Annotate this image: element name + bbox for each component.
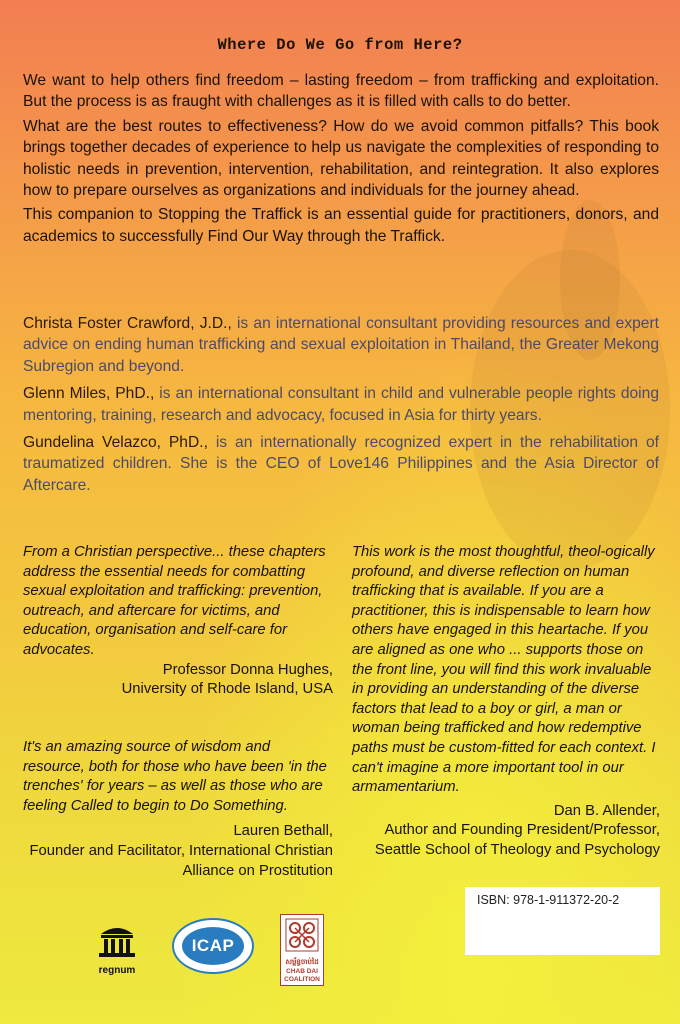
- author-bio: [23, 383, 659, 426]
- author-name: Gundelina Velazco, PhD.,: [23, 434, 208, 452]
- joined-hands-icon: [285, 918, 319, 952]
- book-blurb: [23, 70, 659, 250]
- page-title: Where Do We Go from Here?: [217, 36, 463, 54]
- endorser-name: Dan B. Allender,: [553, 802, 660, 819]
- regnum-label: regnum: [98, 965, 136, 976]
- blurb-paragraph: What are the best routes to effectiveness? How do we avoid common pitfalls? This book brings together decades of experience to help us navigate the complexities of responding to holistic needs in prevention, intervention, rehabilitation, and reintegration. It also explores how to prepare ourselves as organizations and individuals for the journey ahead.: [23, 117, 659, 200]
- endorsement-text: It's an amazing source of wisdom and resource, both for those who have been 'in the trenches' for years – as well as those who are feeling Called to begin to Do Something.: [23, 739, 327, 814]
- endorser-affiliation: Seattle School of Theology and Psychology: [374, 841, 660, 858]
- regnum-building-icon: [97, 922, 137, 958]
- regnum-logo: [95, 922, 139, 976]
- isbn-number: ISBN: 978-1-911372-20-2: [477, 893, 620, 907]
- endorser-name: Professor Donna Hughes,: [162, 661, 333, 678]
- isbn-box: [465, 887, 660, 955]
- endorsement-text: This work is the most thoughtful, theol-ogically profound, and diverse reflection on human trafficking that is available. If you are a practitioner, this is indispensable to learn how others have engaged in this heartache. If you are aligned as one who ... supports those on the front line, you will find this work invaluable in providing an understanding of the diverse factors that lead to a boy or girl, a man or woman being trafficked and how redemptive paths must be custom-fitted for each context. I can't imagine a more important tool in our armamentarium.: [352, 544, 656, 796]
- endorser-name: Lauren Bethall,: [233, 823, 333, 840]
- author-bio: [23, 432, 659, 496]
- endorser-affiliation: University of Rhode Island, USA: [121, 681, 333, 698]
- endorsement-text: From a Christian perspective... these chapters address the essential needs for combatting sexual exploitation and trafficking: prevention, outreach, and aftercare for victims, and education, organisation and self-care for advocates.: [23, 544, 326, 658]
- author-bios: [23, 313, 659, 502]
- blurb-paragraph: This companion to Stopping the Traffick is an essential guide for practitioners, donors, and academics to successfully Find Our Way through the Traffick.: [23, 206, 659, 245]
- author-description: is an international consultant providing resources and expert advice on ending human trafficking and sexual exploitation in Thailand, the Greater Mekong Subregion and beyond.: [23, 315, 659, 375]
- endorsement-allender: [352, 543, 660, 861]
- endorsement-bethall: [23, 738, 333, 881]
- endorsement-hughes: [23, 543, 333, 700]
- author-name: Glenn Miles, PhD.,: [23, 385, 155, 403]
- chab-dai-logo: [280, 914, 324, 986]
- icap-logo: [172, 918, 254, 974]
- author-bio: [23, 313, 659, 377]
- author-description: is an internationally recognized expert in the rehabilitation of traumatized children. She is the CEO of Love146 Philippines and the Asia Director of Aftercare.: [23, 434, 659, 494]
- endorser-title: Author and Founding President/Professor,: [384, 822, 660, 839]
- chab-dai-coalition: COALITION: [284, 975, 320, 983]
- chab-dai-name: CHAB DAI: [286, 968, 318, 975]
- icap-label: ICAP: [182, 927, 244, 965]
- author-description: is an international consultant in child and vulnerable people rights doing mentoring, training, research and advocacy, focused in Asia for thirty years.: [23, 385, 659, 424]
- endorser-affiliation: Founder and Facilitator, International Christian Alliance on Prostitution: [29, 842, 333, 879]
- author-name: Christa Foster Crawford, J.D.,: [23, 315, 232, 332]
- blurb-paragraph: We want to help others find freedom – lasting freedom – from trafficking and exploitation. But the process is as fraught with challenges as it is filled with calls to do better.: [23, 72, 659, 111]
- chab-dai-khmer: សម្ព័ន្ធចាប់ដៃ: [285, 959, 319, 966]
